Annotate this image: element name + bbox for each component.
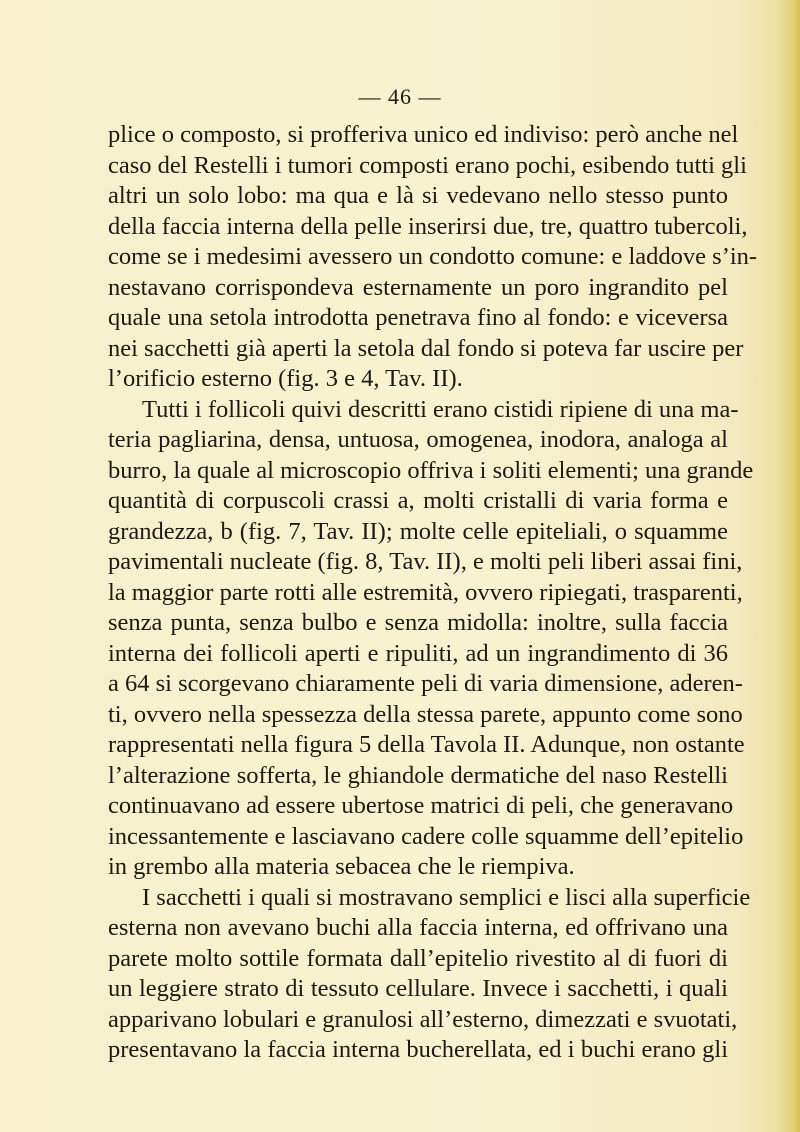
text-line: la maggior parte rotti alle estremità, ovvero ripiegati, trasparenti,	[108, 578, 743, 606]
text-line: burro, la quale al microscopio offriva i soliti elementi; una grande	[108, 456, 754, 484]
text-line: nei sacchetti già aperti la setola dal fondo si poteva far uscire per	[108, 334, 744, 362]
page-number: — 46 —	[358, 84, 442, 109]
text-line: come se i medesimi avessero un condotto comune: e laddove s’in-	[108, 243, 758, 270]
text-line: quantità di corpuscoli crassi a, molti cristalli di varia forma e	[108, 487, 728, 514]
text-line: altri un solo lobo: ma qua e là si vedevano nello stesso punto	[108, 182, 728, 209]
text-line: parete molto sottile formata dall’epitelio rivestito al di fuori di	[108, 944, 728, 972]
text-line: senza punta, senza bulbo e senza midolla: inoltre, sulla faccia	[108, 609, 728, 636]
text-line: esterna non avevano buchi alla faccia interna, ed offrivano una	[108, 914, 728, 941]
text-line: rappresentati nella figura 5 della Tavola II. Adunque, non ostante	[108, 731, 745, 758]
text-line: caso del Restelli i tumori composti erano pochi, esibendo tutti gli	[108, 151, 747, 179]
body-text	[108, 120, 758, 1066]
text-line: in grembo alla materia sebacea che le riempiva.	[108, 853, 575, 880]
text-line: incessantemente e lasciavano cadere colle squamme dell’epitelio	[108, 822, 744, 850]
text-line: plice o composto, si profferiva unico ed indiviso: però anche nel	[108, 121, 739, 148]
text-line: ti, ovvero nella spessezza della stessa parete, appunto come sono	[108, 700, 743, 728]
paragraph-start-line: Tutti i follicoli quivi descritti erano cistidi ripiene di una ma-	[142, 395, 739, 423]
text-line: pavimentali nucleate (fig. 8, Tav. II), e molti peli liberi assai fini,	[108, 548, 743, 575]
text-line: l’alterazione sofferta, le ghiandole dermatiche del naso Restelli	[108, 761, 728, 789]
text-line: apparivano lobulari e granulosi all’esterno, dimezzati e svuotati,	[108, 1005, 738, 1033]
page-edge-shadow	[778, 0, 800, 1132]
text-line: l’orificio esterno (fig. 3 e 4, Tav. II).	[108, 365, 463, 392]
text-line: nestavano corrispondeva esternamente un poro ingrandito pel	[108, 273, 728, 301]
text-line: continuavano ad essere ubertose matrici di peli, che generavano	[108, 792, 734, 819]
text-line: teria pagliarina, densa, untuosa, omogenea, inodora, analoga al	[108, 426, 728, 453]
text-line: a 64 si scorgevano chiaramente peli di varia dimensione, aderen-	[108, 670, 743, 697]
text-line: della faccia interna della pelle inserirsi due, tre, quattro tubercoli,	[108, 212, 748, 240]
text-line: grandezza, b (fig. 7, Tav. II); molte celle epiteliali, o squamme	[108, 517, 728, 545]
paragraph-start-line: I sacchetti i quali si mostravano semplici e lisci alla superficie	[142, 883, 751, 911]
text-line: un leggiere strato di tessuto cellulare. Invece i sacchetti, i quali	[108, 975, 728, 1002]
text-line: presentavano la faccia interna bucherellata, ed i buchi erano gli	[108, 1036, 728, 1063]
text-line: interna dei follicoli aperti e ripuliti, ad un ingrandimento di 36	[108, 639, 728, 667]
text-line: quale una setola introdotta penetrava fino al fondo: e viceversa	[108, 304, 728, 331]
